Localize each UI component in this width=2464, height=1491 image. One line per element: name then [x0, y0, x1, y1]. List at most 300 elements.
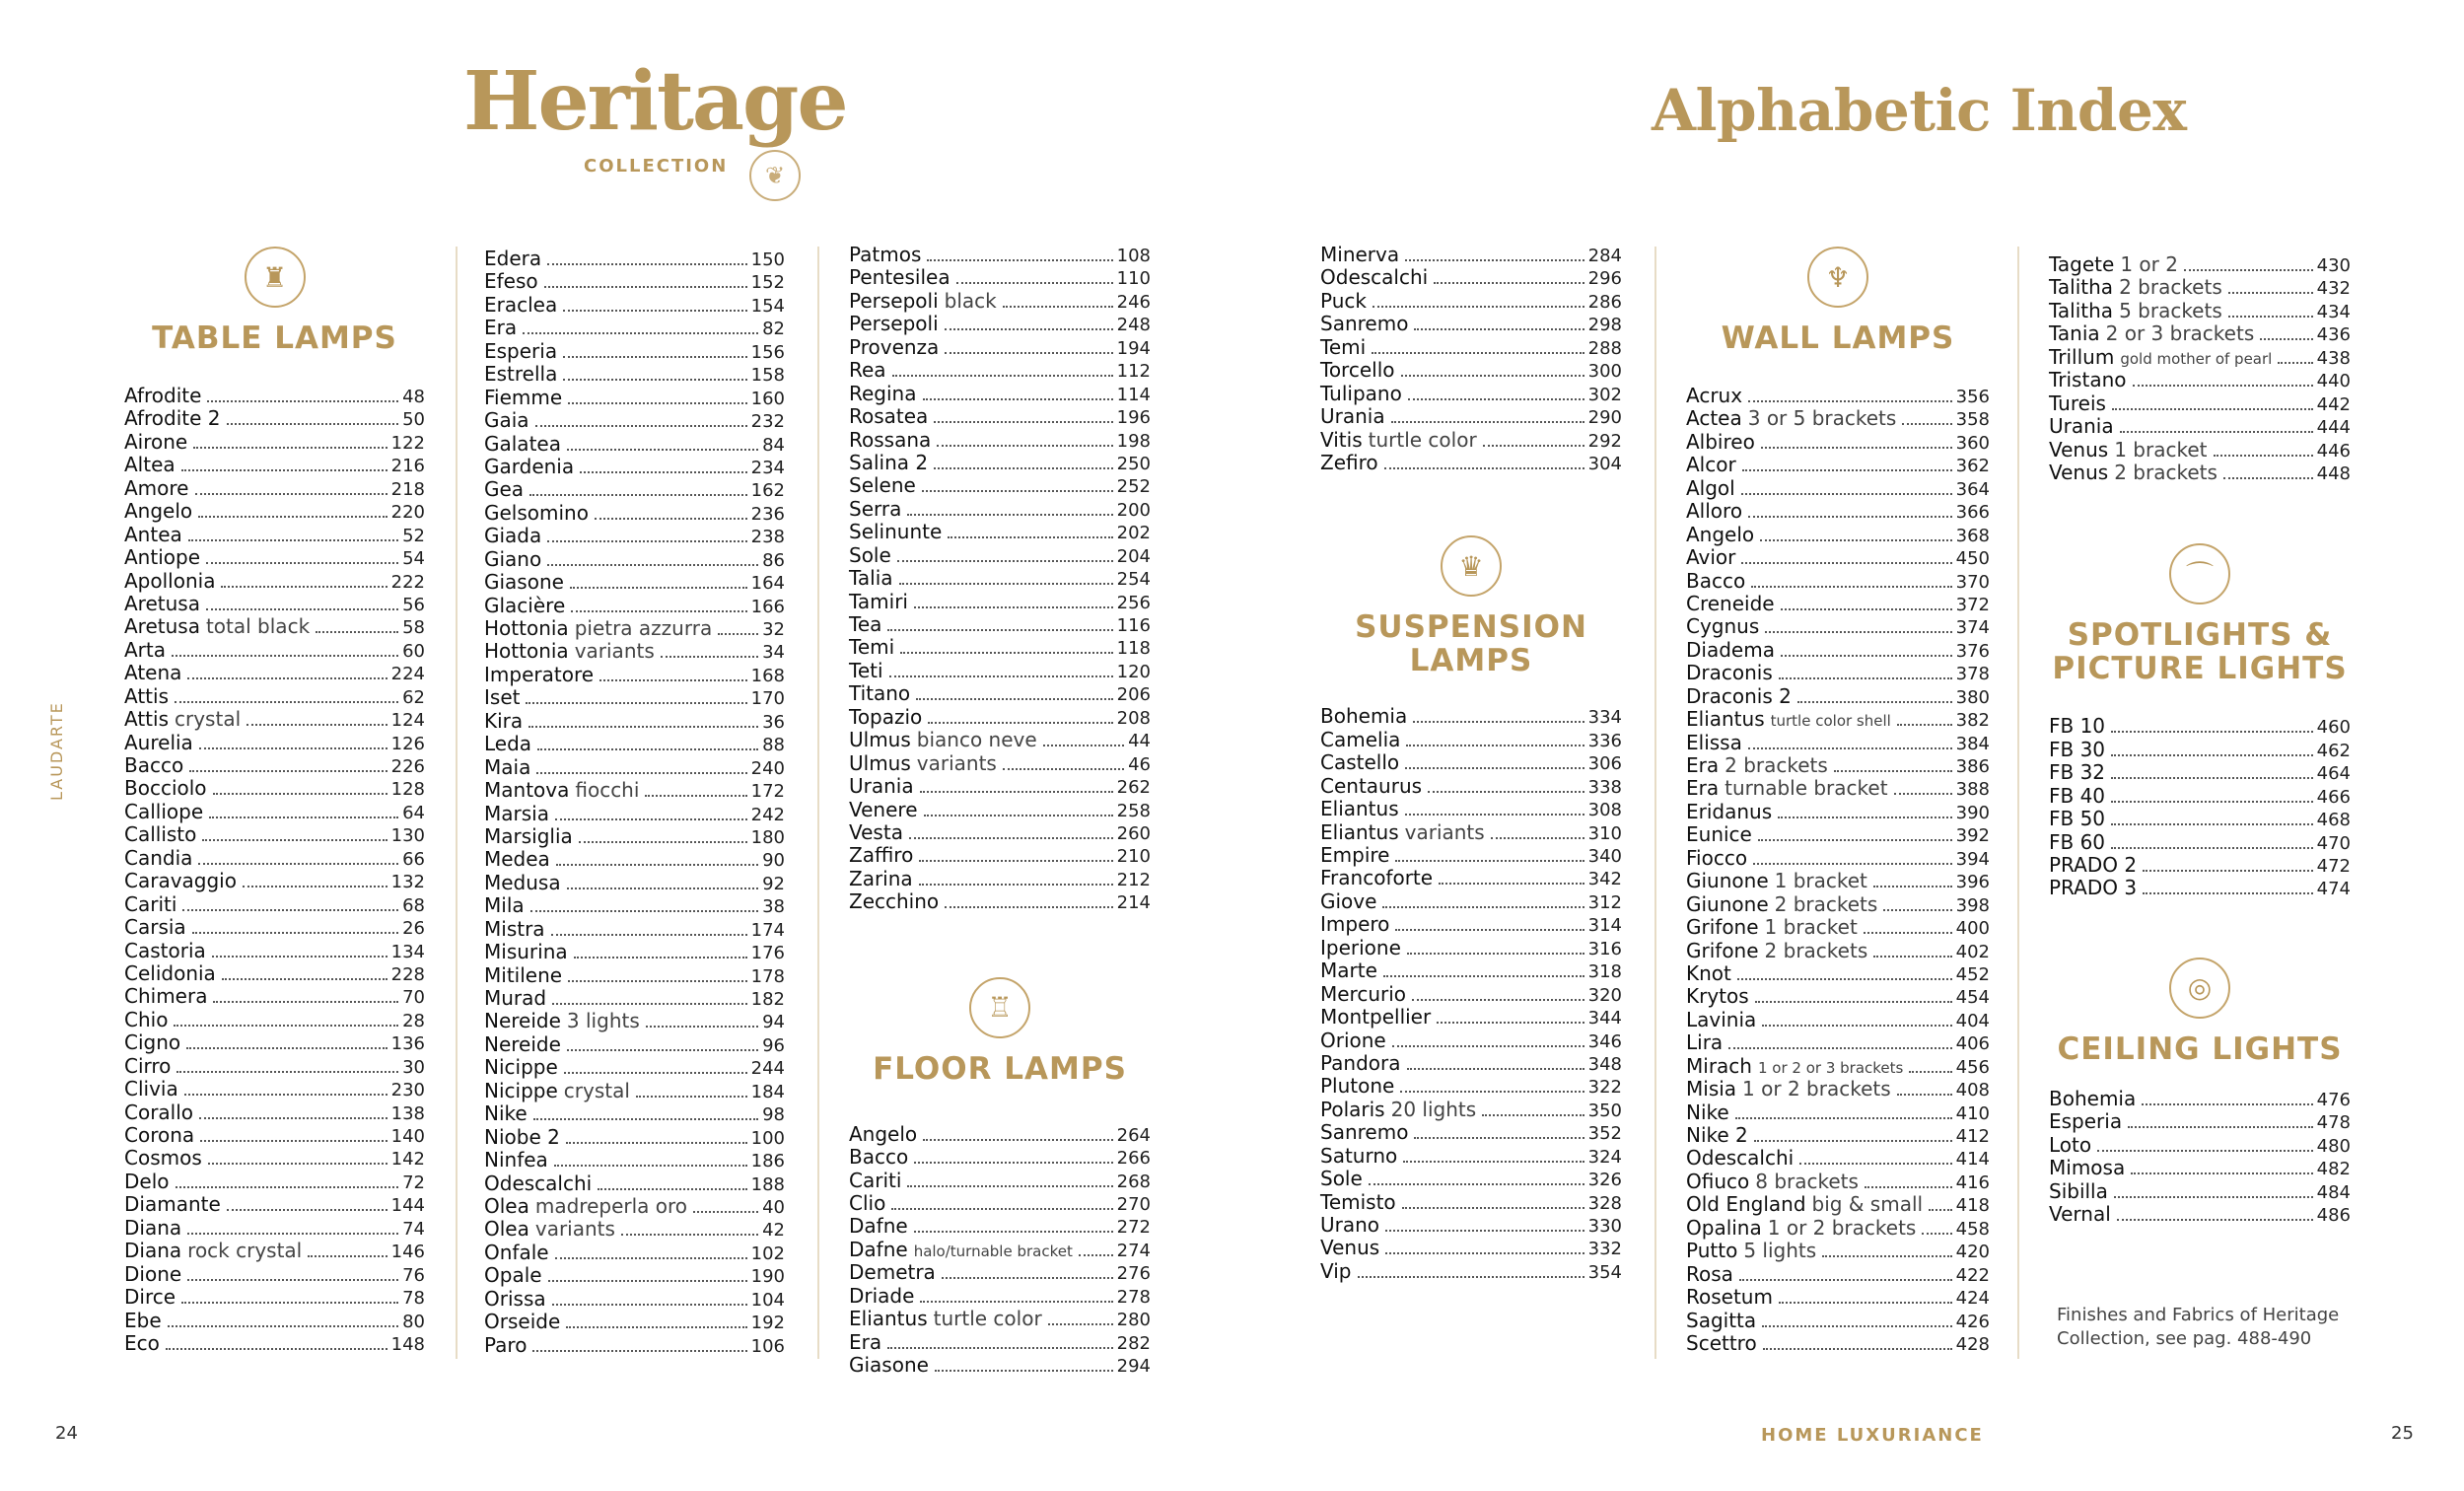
- leader-dots: [1434, 282, 1584, 284]
- index-entry: [1686, 477, 1990, 500]
- index-entry: [1320, 1168, 1622, 1190]
- entry-name: Odescalchi: [1320, 265, 1429, 290]
- entry-variant: madreperla oro: [534, 1193, 688, 1218]
- entry-name: Marsiglia: [484, 823, 573, 848]
- leader-dots: [923, 1139, 1112, 1141]
- entry-variant: variants: [574, 639, 655, 664]
- entry-name: Eliantus: [1320, 797, 1399, 821]
- index-entry: [124, 477, 425, 500]
- category-title: TABLE LAMPS: [152, 320, 397, 356]
- entry-name: Esperia: [2049, 1109, 2123, 1134]
- entry-page: 312: [1587, 891, 1622, 913]
- index-list: [1686, 385, 1990, 1355]
- entry-page: 264: [1116, 1124, 1151, 1146]
- entry-page: 260: [1116, 822, 1151, 844]
- entry-name: Cosmos: [124, 1146, 202, 1171]
- index-entry: [1320, 244, 1622, 266]
- leader-dots: [2143, 892, 2313, 894]
- index-entry: [849, 1239, 1151, 1261]
- category-table-lamps: [124, 247, 425, 385]
- index-entry: [1686, 454, 1990, 476]
- index-entry: [484, 617, 785, 640]
- index-entry: [2049, 739, 2351, 761]
- index-entry: [2049, 877, 2351, 899]
- leader-dots: [2120, 431, 2313, 433]
- entry-page: 274: [1116, 1240, 1151, 1261]
- entry-name: Impero: [1320, 912, 1390, 937]
- leader-dots: [1760, 539, 1951, 541]
- index-entry: [849, 266, 1151, 289]
- leader-dots: [1414, 328, 1584, 330]
- entry-page: 486: [2316, 1205, 2351, 1227]
- entry-page: 136: [390, 1033, 425, 1055]
- index-entry: [484, 664, 785, 686]
- entry-page: 416: [1955, 1172, 1990, 1193]
- entry-name: Eliantus: [849, 1307, 928, 1331]
- entry-page: 204: [1116, 545, 1151, 567]
- index-entry: [1686, 385, 1990, 407]
- entry-name: Paro: [484, 1332, 528, 1357]
- entry-name: Airone: [124, 429, 188, 454]
- entry-page: 330: [1587, 1216, 1622, 1237]
- entry-name: Angelo: [124, 499, 193, 524]
- index-entry: [1320, 1145, 1622, 1168]
- entry-name: Medea: [484, 847, 550, 872]
- leader-dots: [1922, 1233, 1951, 1235]
- entry-name: Sanremo: [1320, 1120, 1409, 1145]
- index-entry: [849, 1170, 1151, 1192]
- entry-page: 206: [1116, 684, 1151, 706]
- index-entry: [849, 1146, 1151, 1169]
- leader-dots: [532, 1350, 746, 1352]
- entry-name: Bacco: [124, 753, 184, 777]
- entry-name: Urania: [849, 774, 914, 799]
- entry-name: Kira: [484, 708, 524, 733]
- leader-dots: [227, 423, 399, 425]
- index-entry: [484, 1033, 785, 1056]
- leader-dots: [206, 608, 398, 610]
- entry-page: 38: [762, 896, 785, 918]
- index-entry: [2049, 854, 2351, 877]
- entry-name: Tea: [849, 612, 882, 636]
- ceiling-light-icon: ◎: [2169, 958, 2230, 1019]
- entry-page: 422: [1955, 1264, 1990, 1286]
- index-entry: [1320, 821, 1622, 844]
- entry-page: 268: [1116, 1171, 1151, 1192]
- entry-page: 336: [1587, 730, 1622, 751]
- index-entry: [849, 868, 1151, 890]
- entry-name: Mila: [484, 893, 525, 918]
- entry-page: 438: [2316, 347, 2351, 369]
- leader-dots: [1405, 767, 1584, 769]
- entry-name: Calliope: [124, 799, 204, 823]
- index-entry: [484, 1311, 785, 1333]
- index-entry: [1320, 705, 1622, 728]
- index-entry: [1320, 959, 1622, 982]
- index-entry: [484, 456, 785, 478]
- entry-page: 370: [1955, 571, 1990, 593]
- entry-page: 464: [2316, 763, 2351, 785]
- entry-name: Nicippe: [484, 1078, 558, 1102]
- entry-page: 242: [750, 804, 785, 825]
- entry-page: 222: [390, 571, 425, 593]
- leader-dots: [174, 1025, 398, 1027]
- leader-dots: [1358, 1276, 1584, 1278]
- entry-page: 178: [750, 965, 785, 987]
- leader-dots: [564, 1072, 747, 1074]
- index-entry: [484, 1218, 785, 1241]
- leader-dots: [900, 652, 1112, 654]
- entry-page: 326: [1587, 1170, 1622, 1191]
- entry-page: 426: [1955, 1311, 1990, 1332]
- index-entry: [1686, 570, 1990, 593]
- entry-page: 36: [762, 711, 785, 733]
- entry-name: Chio: [124, 1007, 169, 1031]
- leader-dots: [1735, 1117, 1952, 1119]
- index-entry: [849, 682, 1151, 705]
- entry-page: 184: [750, 1081, 785, 1102]
- leader-dots: [1909, 1071, 1951, 1073]
- index-entry: [2049, 831, 2351, 854]
- index-entry: [849, 1215, 1151, 1238]
- index-entry: [2049, 761, 2351, 784]
- index-entry: [2049, 1134, 2351, 1157]
- entry-name: PRADO 3: [2049, 876, 2138, 900]
- index-entry: [2049, 439, 2351, 462]
- floor-lamp-icon: ♖: [969, 977, 1030, 1038]
- leader-dots: [1043, 745, 1124, 746]
- entry-page: 446: [2316, 440, 2351, 462]
- entry-name: Grifone: [1686, 938, 1759, 962]
- entry-name: Urania: [2049, 414, 2114, 439]
- entry-name: Zarina: [849, 866, 913, 890]
- index-entry: [124, 431, 425, 454]
- entry-name: Regina: [849, 381, 917, 405]
- leader-dots: [1755, 1001, 1952, 1003]
- index-entry: [849, 1308, 1151, 1330]
- leader-dots: [563, 379, 746, 381]
- entry-page: 394: [1955, 848, 1990, 870]
- entry-page: 322: [1587, 1077, 1622, 1099]
- entry-page: 440: [2316, 371, 2351, 392]
- index-entry: [124, 685, 425, 708]
- index-entry: [484, 270, 785, 293]
- entry-name: Actea: [1686, 406, 1742, 431]
- entry-name: Ulmus: [849, 728, 911, 752]
- entry-page: 342: [1587, 869, 1622, 890]
- index-entry: [484, 733, 785, 755]
- index-entry: [1686, 407, 1990, 430]
- index-entry: [849, 359, 1151, 382]
- entry-variant: 2 or 3 brackets: [2105, 321, 2255, 346]
- entry-name: Mistra: [484, 916, 545, 941]
- index-entry: [2049, 808, 2351, 830]
- entry-page: 200: [1116, 499, 1151, 521]
- index-entry: [849, 752, 1151, 775]
- index-entry: [2049, 462, 2351, 484]
- entry-page: 102: [750, 1242, 785, 1264]
- index-entry: [484, 340, 785, 363]
- entry-page: 216: [390, 456, 425, 477]
- entry-page: 48: [402, 387, 425, 407]
- entry-name: Nike: [484, 1101, 528, 1126]
- index-entry: [1686, 1217, 1990, 1240]
- entry-page: 456: [1955, 1056, 1990, 1078]
- index-entry: [849, 799, 1151, 821]
- leader-dots: [2097, 1150, 2313, 1152]
- leader-dots: [195, 493, 387, 495]
- entry-name: Misia: [1686, 1077, 1737, 1101]
- leader-dots: [1758, 839, 1952, 841]
- entry-page: 146: [390, 1242, 425, 1263]
- entry-name: Tagete: [2049, 252, 2115, 276]
- entry-page: 468: [2316, 810, 2351, 831]
- entry-page: 304: [1587, 453, 1622, 474]
- entry-name: Giunone: [1686, 869, 1769, 893]
- index-entry: [1686, 1124, 1990, 1147]
- index-entry: [1686, 524, 1990, 546]
- entry-variant: 1 or 2 brackets: [1742, 1077, 1891, 1101]
- entry-page: 76: [402, 1264, 425, 1286]
- entry-page: 130: [390, 825, 425, 847]
- category-title: SPOTLIGHTS & PICTURE LIGHTS: [2052, 617, 2348, 687]
- leader-dots: [246, 724, 387, 726]
- entry-name: Iperione: [1320, 935, 1401, 959]
- leader-dots: [1761, 447, 1952, 449]
- entry-page: 90: [762, 850, 785, 872]
- leader-dots: [555, 818, 747, 820]
- index-entry: [1320, 729, 1622, 751]
- index-entry: [1320, 359, 1622, 382]
- entry-page: 374: [1955, 617, 1990, 639]
- entry-page: 390: [1955, 802, 1990, 823]
- leader-dots: [579, 841, 747, 843]
- entry-page: 458: [1955, 1218, 1990, 1240]
- entry-name: Marsia: [484, 801, 549, 825]
- leader-dots: [1741, 562, 1951, 564]
- entry-name: Mitilene: [484, 962, 563, 987]
- leader-dots: [208, 1163, 387, 1165]
- index-entry: [124, 500, 425, 523]
- footer-title: HOME LUXURIANCE: [1761, 1425, 1984, 1446]
- page-number-right: 25: [2391, 1423, 2414, 1444]
- leader-dots: [1428, 791, 1584, 793]
- entry-name: Pandora: [1320, 1050, 1401, 1075]
- index-entry: [124, 524, 425, 546]
- entry-name: Cariti: [849, 1168, 902, 1192]
- entry-variant: turtle color: [1368, 427, 1477, 452]
- leader-dots: [1894, 793, 1952, 795]
- entry-page: 120: [1116, 661, 1151, 682]
- leader-dots: [891, 1208, 1112, 1210]
- index-list: [2049, 1088, 2351, 1227]
- entry-page: 232: [750, 411, 785, 433]
- entry-name: Ofiuco: [1686, 1169, 1750, 1193]
- entry-page: 472: [2316, 856, 2351, 877]
- leader-dots: [187, 677, 387, 679]
- index-entry: [849, 521, 1151, 543]
- leader-dots: [182, 909, 398, 911]
- entry-page: 210: [1116, 846, 1151, 868]
- entry-name: Castello: [1320, 750, 1400, 775]
- index-entry: [1686, 1171, 1990, 1193]
- entry-name: Nereide: [484, 1031, 561, 1056]
- index-entry: [1686, 1147, 1990, 1170]
- entry-name: Era: [849, 1329, 882, 1354]
- brand-vertical-label: LAUDARTE: [47, 701, 66, 801]
- entry-name: Patmos: [849, 243, 922, 266]
- entry-name: FB 40: [2049, 783, 2106, 808]
- index-entry: [2049, 253, 2351, 276]
- entry-page: 298: [1587, 315, 1622, 336]
- entry-page: 240: [750, 757, 785, 779]
- leader-dots: [887, 629, 1112, 631]
- index-entry: [484, 502, 785, 525]
- leader-dots: [892, 375, 1113, 377]
- leader-dots: [552, 1003, 747, 1005]
- entry-page: 170: [750, 688, 785, 710]
- leader-dots: [1382, 906, 1584, 908]
- entry-name: Odescalchi: [1686, 1146, 1795, 1171]
- entry-name: Olea: [484, 1193, 529, 1218]
- leader-dots: [574, 957, 747, 958]
- entry-name: Clivia: [124, 1077, 178, 1101]
- category-spotlights: [2049, 543, 2351, 711]
- index-entry: [1686, 685, 1990, 708]
- entry-page: 226: [390, 756, 425, 777]
- entry-name: Diamante: [124, 1192, 221, 1217]
- entry-name: Efeso: [484, 269, 538, 294]
- entry-page: 246: [1116, 291, 1151, 313]
- entry-name: Nereide: [484, 1009, 561, 1033]
- entry-page: 470: [2316, 832, 2351, 854]
- entry-name: Attis: [124, 707, 169, 732]
- entry-page: 372: [1955, 594, 1990, 615]
- entry-page: 306: [1587, 753, 1622, 775]
- entry-page: 154: [750, 295, 785, 317]
- entry-page: 124: [390, 710, 425, 732]
- entry-page: 366: [1955, 502, 1990, 524]
- index-entry: [2049, 1180, 2351, 1203]
- entry-variant: 1 or 2: [2120, 252, 2178, 276]
- index-entry: [484, 872, 785, 894]
- entry-page: 450: [1955, 548, 1990, 570]
- entry-name: Sole: [1320, 1167, 1363, 1191]
- entry-page: 80: [402, 1311, 425, 1332]
- leader-dots: [1439, 883, 1584, 885]
- leader-dots: [1369, 1183, 1584, 1185]
- leader-dots: [907, 514, 1112, 516]
- index-entry: [1320, 405, 1622, 428]
- entry-page: 218: [390, 478, 425, 500]
- entry-name: Venus: [2049, 460, 2109, 484]
- leader-dots: [1897, 724, 1952, 726]
- side-label: [47, 690, 67, 809]
- entry-variant: bianco neve: [916, 728, 1037, 752]
- index-list: [2049, 715, 2351, 900]
- index-entry: [849, 383, 1151, 405]
- entry-page: 380: [1955, 686, 1990, 708]
- entry-page: 118: [1116, 638, 1151, 660]
- entry-page: 378: [1955, 664, 1990, 685]
- index-entry: [1320, 1260, 1622, 1283]
- entry-name: Bocciolo: [124, 776, 207, 801]
- index-entry: [2049, 392, 2351, 415]
- entry-page: 424: [1955, 1288, 1990, 1310]
- index-entry: [849, 1261, 1151, 1284]
- index-entry: [849, 452, 1151, 474]
- entry-page: 292: [1587, 430, 1622, 452]
- entry-page: 128: [390, 779, 425, 801]
- index-entry: [484, 1056, 785, 1079]
- entry-page: 150: [750, 249, 785, 270]
- entry-page: 462: [2316, 740, 2351, 761]
- entry-name: Ninfea: [484, 1148, 548, 1172]
- index-entry: [484, 478, 785, 501]
- leader-dots: [555, 1257, 747, 1259]
- column-divider: [456, 247, 458, 1359]
- entry-name: Caravaggio: [124, 869, 237, 893]
- collection-logo: [463, 54, 847, 199]
- category-title: WALL LAMPS: [1721, 320, 1955, 356]
- index-entry: [849, 591, 1151, 613]
- entry-page: 188: [750, 1173, 785, 1195]
- entry-name: Chimera: [124, 984, 208, 1009]
- entry-page: 82: [762, 319, 785, 340]
- entry-page: 392: [1955, 825, 1990, 847]
- leader-dots: [1883, 909, 1951, 911]
- entry-page: 132: [390, 872, 425, 893]
- entry-name: Camelia: [1320, 727, 1401, 751]
- leader-dots: [924, 815, 1113, 816]
- entry-name: Niobe 2: [484, 1124, 560, 1149]
- leader-dots: [1728, 1047, 1951, 1049]
- entry-page: 42: [762, 1220, 785, 1242]
- leader-dots: [1778, 816, 1952, 818]
- entry-page: 382: [1955, 710, 1990, 732]
- leader-dots: [1395, 929, 1584, 931]
- leader-dots: [923, 398, 1113, 400]
- leader-dots: [887, 1347, 1113, 1349]
- index-entry: [124, 708, 425, 731]
- index-entry: [124, 1009, 425, 1031]
- entry-page: 386: [1955, 756, 1990, 777]
- entry-name: Fiemme: [484, 385, 563, 409]
- entry-name: Venere: [849, 797, 918, 821]
- leader-dots: [1003, 306, 1113, 308]
- index-entry: [2049, 369, 2351, 391]
- entry-page: 32: [762, 619, 785, 640]
- entry-variant: turtle color: [933, 1307, 1042, 1331]
- entry-page: 34: [762, 642, 785, 664]
- index-entry: [849, 1192, 1151, 1215]
- leader-dots: [551, 934, 747, 936]
- entry-page: 328: [1587, 1192, 1622, 1214]
- entry-page: 324: [1587, 1146, 1622, 1168]
- entry-name: Opale: [484, 1263, 542, 1288]
- entry-name: Celidonia: [124, 960, 216, 985]
- leader-dots: [956, 282, 1113, 284]
- leader-dots: [2111, 777, 2313, 779]
- index-entry: [849, 1331, 1151, 1354]
- leader-dots: [927, 259, 1112, 261]
- entry-name: Antea: [124, 522, 182, 546]
- entry-page: 454: [1955, 987, 1990, 1009]
- index-entry: [124, 1147, 425, 1170]
- leader-dots: [192, 932, 398, 934]
- index-entry: [849, 844, 1151, 867]
- entry-name: Amore: [124, 475, 189, 500]
